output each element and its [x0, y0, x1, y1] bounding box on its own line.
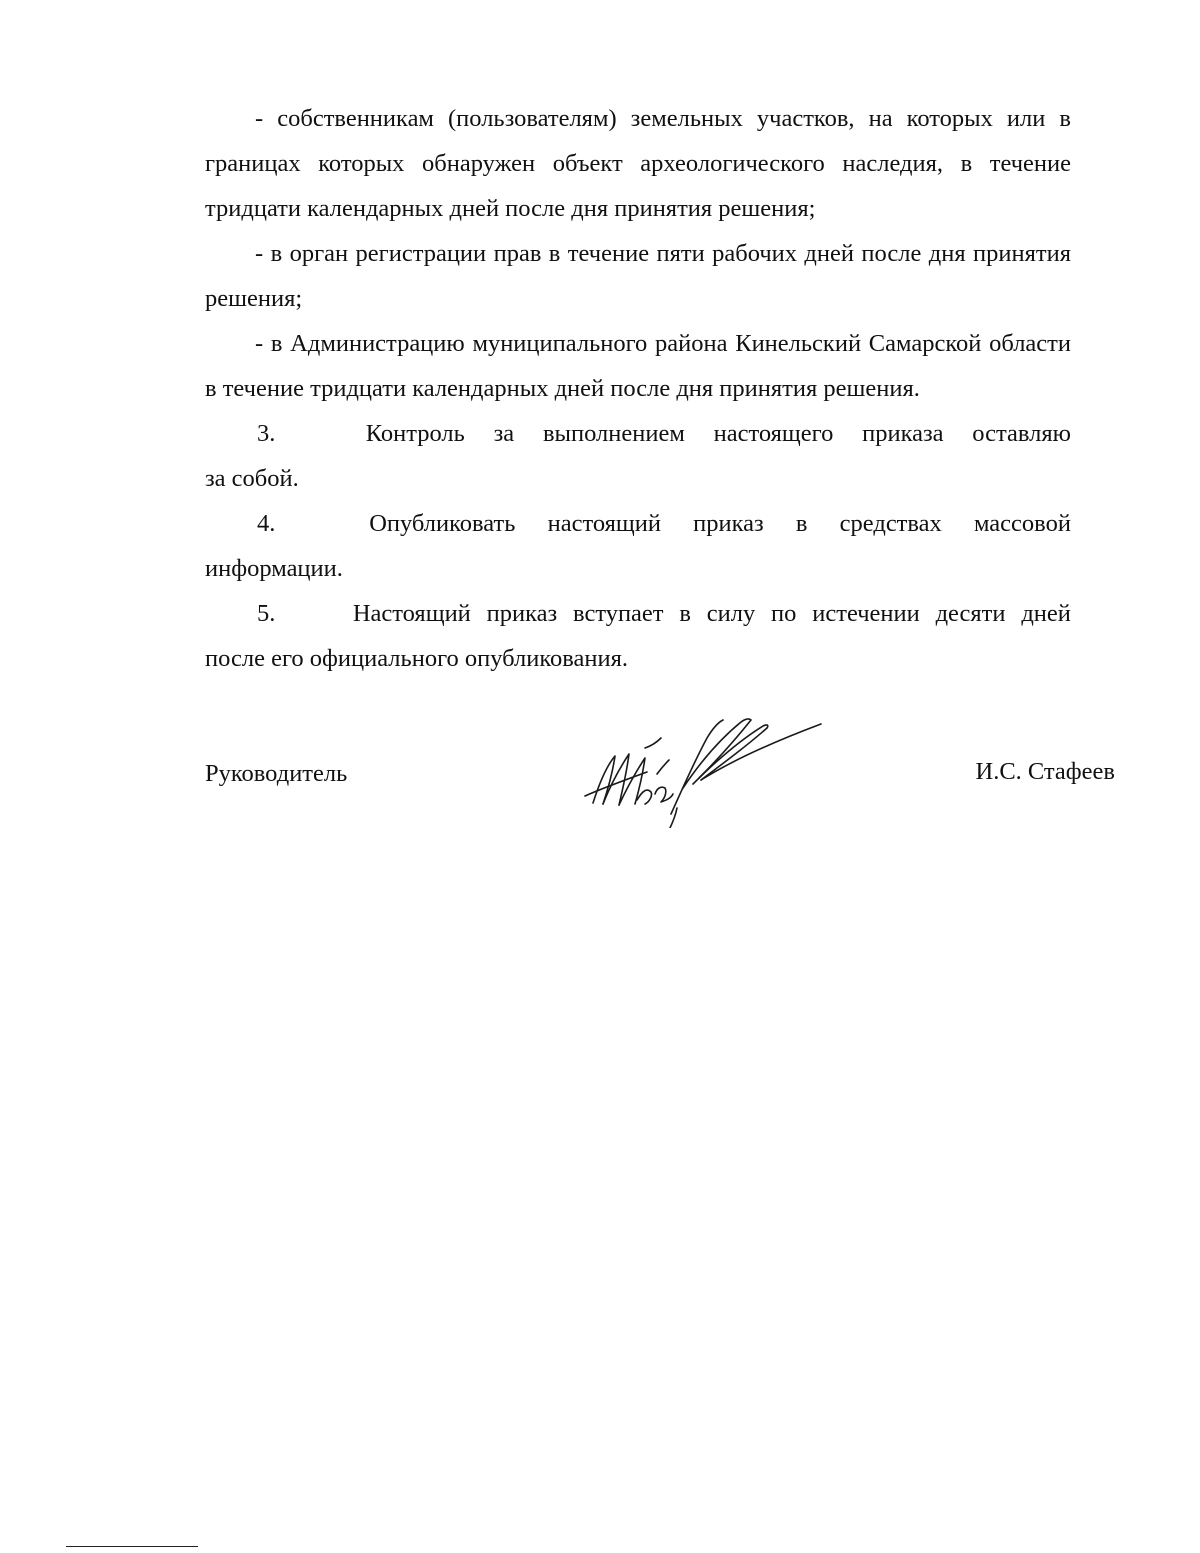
paragraph-owners: - собственникам (пользователям) земельных участков, на которых или в границах которых обнаружен объект археологического наследия, в течение тридцати календарных дней после дня принятия решения; — [205, 105, 1071, 222]
item-3-word: за — [493, 420, 515, 447]
item-3-word: приказа — [862, 420, 944, 447]
item-3-word: оставляю — [972, 420, 1071, 447]
paragraph-registration: - в орган регистрации прав в течение пяти рабочих дней после дня принятия решения; — [205, 240, 1071, 312]
item-3-word: настоящего — [713, 420, 834, 447]
item-3-word: выполнением — [542, 420, 685, 447]
signature-block — [205, 748, 1115, 838]
footnote-separator — [66, 1546, 198, 1547]
item-5-word: по — [771, 600, 797, 627]
item-3-word: Контроль — [365, 420, 465, 447]
item-5-word: силу — [706, 600, 756, 627]
item-4-word: настоящий — [547, 510, 661, 537]
signer-role: Руководитель — [205, 760, 348, 787]
handwritten-signature — [573, 708, 833, 828]
item-5-number: 5. — [257, 600, 276, 627]
item-5-word: вступает — [573, 600, 664, 627]
item-5-word: приказ — [486, 600, 558, 627]
item-4-word: массовой — [973, 510, 1071, 537]
item-4 — [205, 501, 1071, 591]
item-3 — [205, 411, 1071, 501]
item-5-word: Настоящий — [352, 600, 471, 627]
item-5-continuation: после его официального опубликования. — [205, 645, 629, 672]
item-5 — [205, 591, 1071, 681]
item-4-word: в — [795, 510, 808, 537]
item-5-word: истечении — [812, 600, 920, 627]
item-5-first-line — [205, 591, 1071, 636]
item-4-number: 4. — [257, 510, 276, 537]
item-4-word: Опубликовать — [369, 510, 516, 537]
item-5-word: десяти — [935, 600, 1006, 627]
item-4-word: средствах — [839, 510, 942, 537]
signer-name: И.С. Стафеев — [975, 758, 1115, 785]
item-4-first-line — [205, 501, 1071, 546]
item-4-word: приказ — [693, 510, 764, 537]
paragraph-administration: - в Администрацию муниципального района Кинельский Самарской области в течение тридцати календарных дней после дня принятия решения. — [205, 330, 1071, 402]
item-3-continuation: за собой. — [205, 465, 299, 492]
item-5-word: дней — [1021, 600, 1071, 627]
item-5-word: в — [679, 600, 691, 627]
item-3-first-line — [205, 411, 1071, 456]
item-3-number: 3. — [257, 420, 276, 447]
item-4-continuation: информации. — [205, 555, 343, 582]
document-body — [205, 96, 1071, 681]
